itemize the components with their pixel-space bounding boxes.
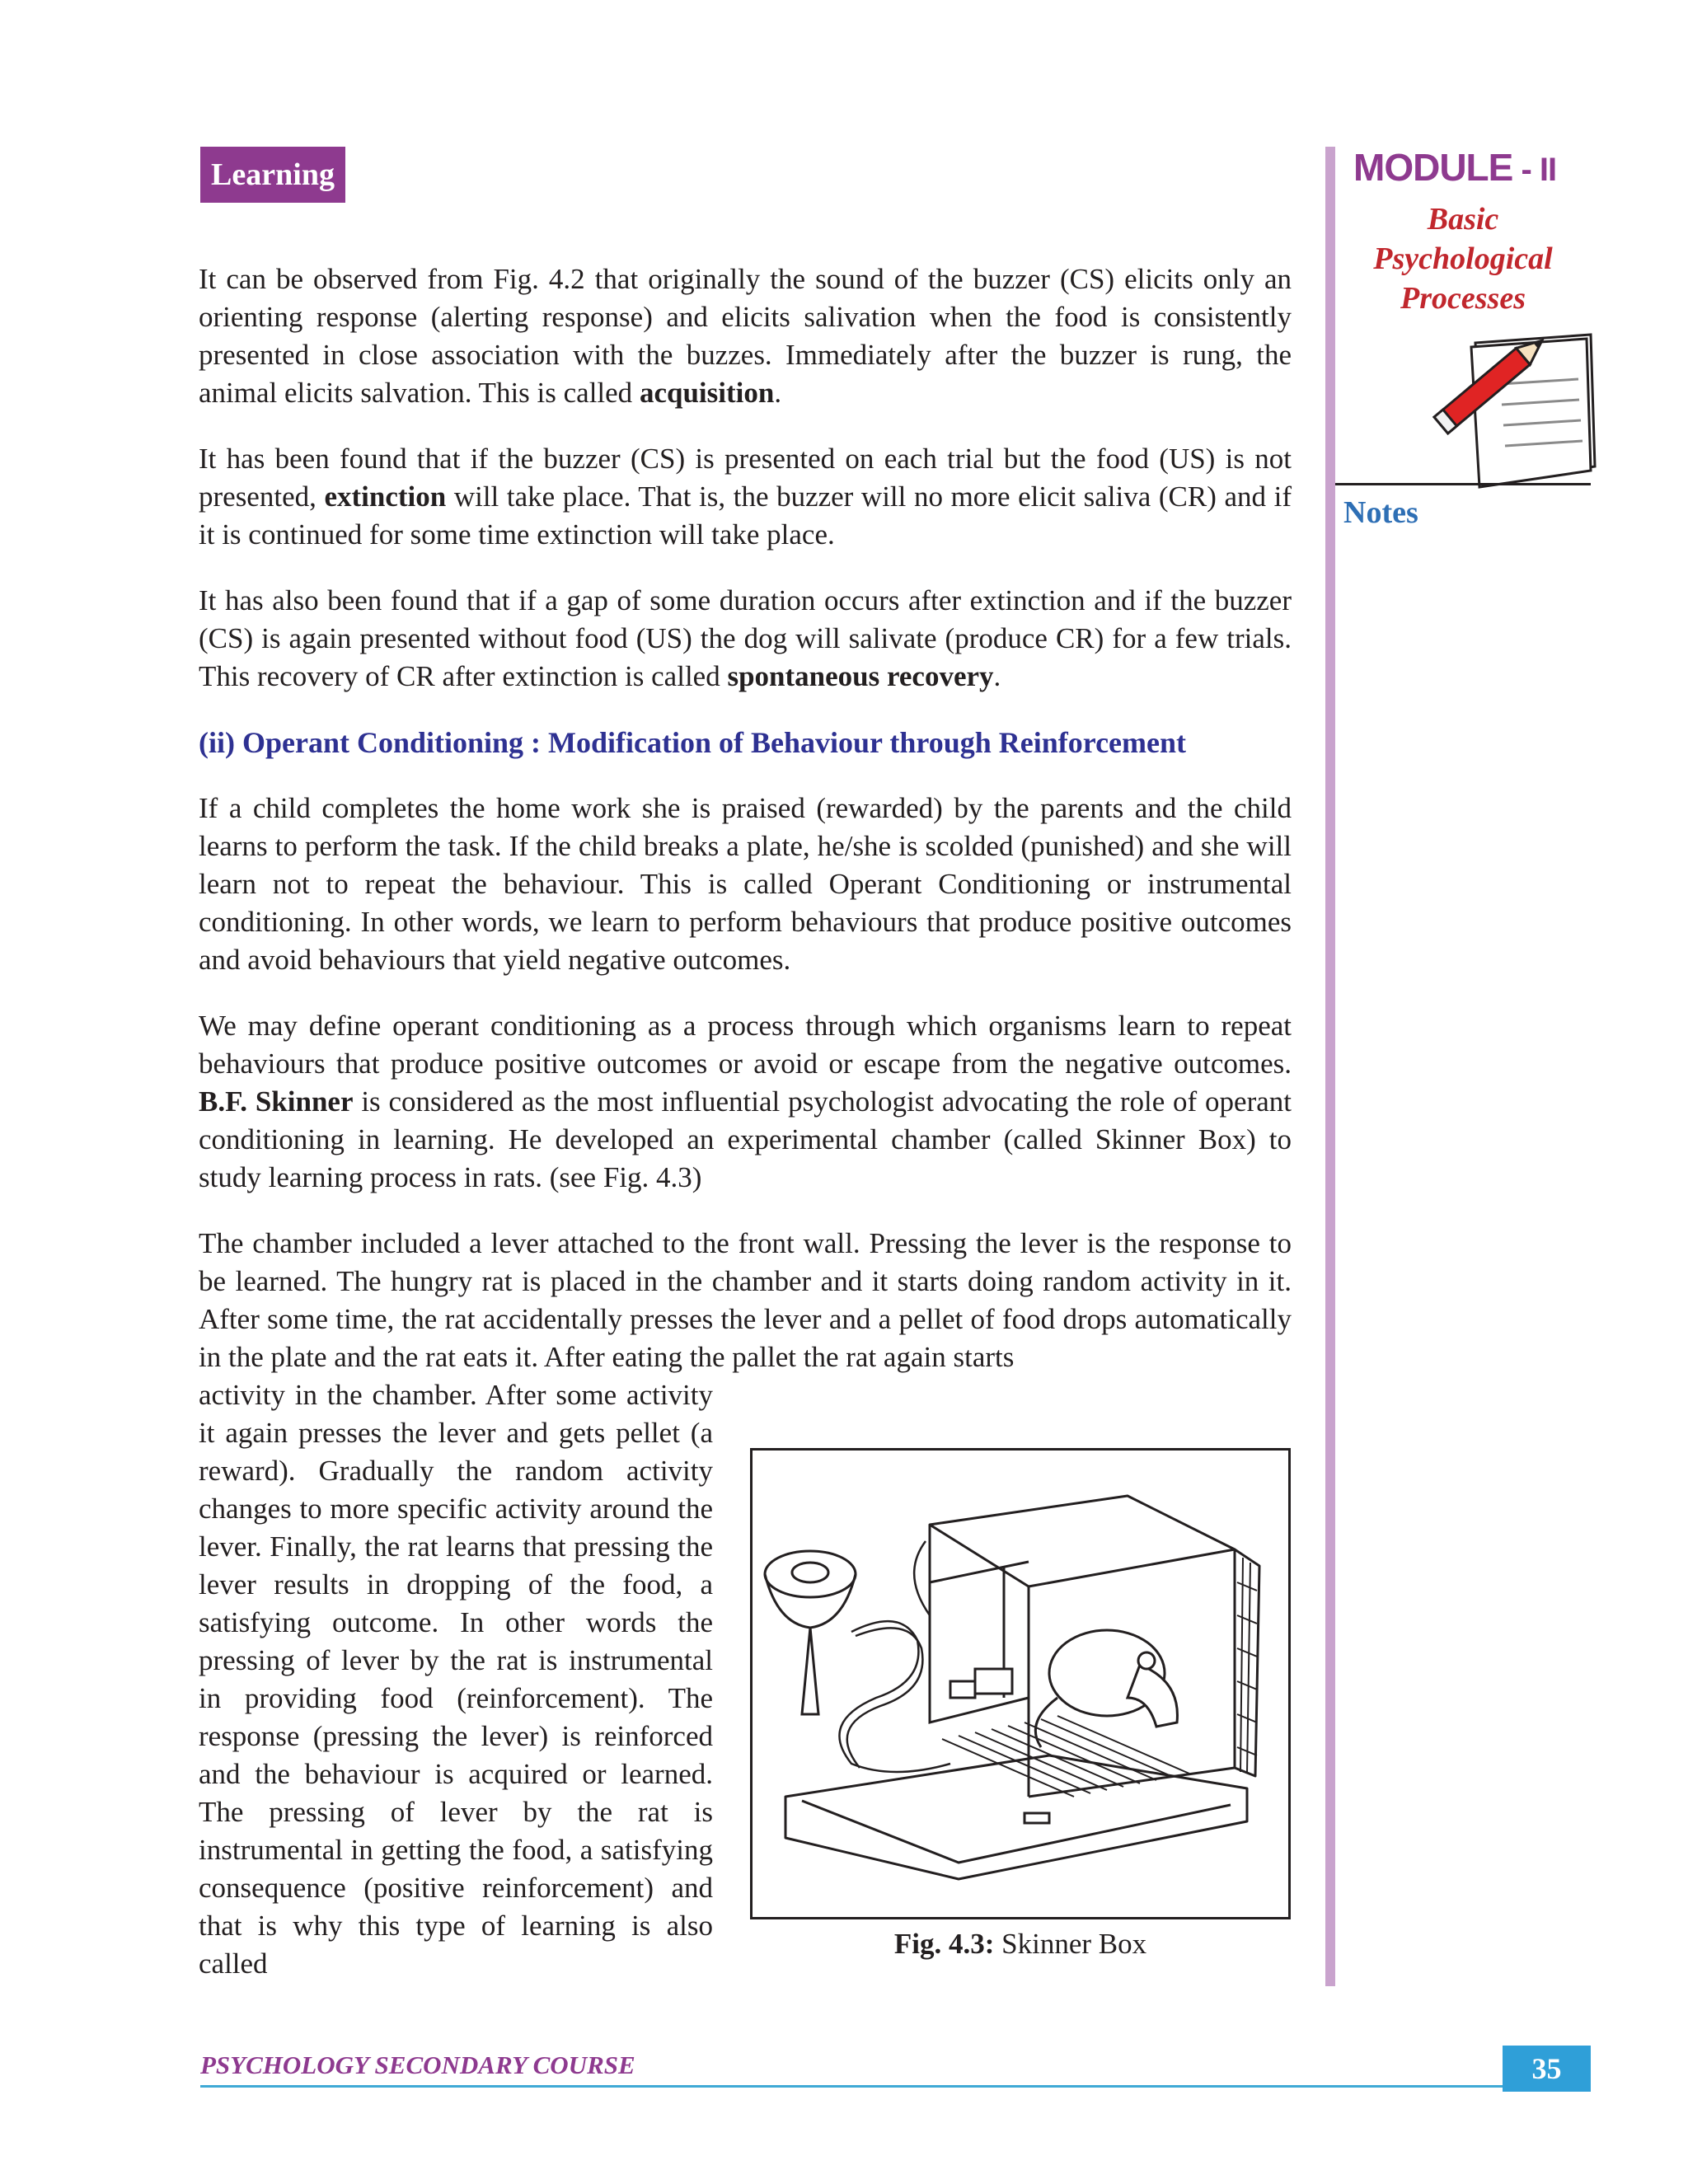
figure-skinner-box <box>750 1448 1291 1962</box>
module-title: MODULE - II <box>1353 146 1557 189</box>
notes-rule <box>1335 483 1591 485</box>
paragraph-spontaneous-recovery: It has also been found that if a gap of some duration occurs after extinction and if the buzzer (CS) is again presented without food (US) the dog will salivate (produce CR) for a few trials. This recovery of CR after extinction is called spontaneous recovery. <box>199 584 1292 692</box>
main-content <box>199 260 1292 1980</box>
notes-label: Notes <box>1343 495 1418 530</box>
figure-wrap-section <box>199 1376 1292 1980</box>
figure-caption: Fig. 4.3: Skinner Box <box>893 1928 1147 1960</box>
footer-course-title: PSYCHOLOGY SECONDARY COURSE <box>200 2050 635 2079</box>
paragraph-chamber: The chamber included a lever attached to the front wall. Pressing the lever is the response to be learned. The hungry rat is placed in the chamber and it starts doing random activity in it. After some time, the rat accidentally presses the lever and a pellet of food drops automatically in the plate and the rat eats it. After eating the pallet the rat again starts <box>199 1227 1292 1373</box>
sidebar-divider <box>1325 147 1335 1986</box>
paragraph-operant-definition: We may define operant conditioning as a process through which organisms learn to repeat behaviours that produce positive outcomes or avoid or escape from the negative outcomes. B.F. Skinner is considered as the most influential psychologist advocating the role of operant conditioning in learning. He developed an experimental chamber (called Skinner Box) to study learning process in rats. (see Fig. 4.3) <box>199 1010 1292 1193</box>
paragraph-extinction: It has been found that if the buzzer (CS) is presented on each trial but the food (US) is not presented, extinction will take place. That is, the buzzer will no more elicit saliva (CR) and if it is continued for some time extinction will take place. <box>199 443 1292 551</box>
paragraph-acquisition: It can be observed from Fig. 4.2 that originally the sound of the buzzer (CS) elicits only an orienting response (alerting response) and elicits salivation when the food is consistently presented in close association with the buzzes. Immediately after the buzzer is rung, the animal elicits salvation. This is called acquisition. <box>199 263 1292 409</box>
notes-pencil-icon <box>1426 326 1599 508</box>
skinner-box-illustration <box>753 1451 1288 1917</box>
paragraph-chamber-continued: activity in the chamber. After some activity it again presses the lever and gets pellet (a reward). Gradually the random activity changes to more specific activity around the lever. Finally, the rat learns that pressing the lever results in dropping of the food, a satisfying outcome. In other words the pressing of lever by the rat is instrumental in providing food (reinforcement). The response (pressing the lever) is reinforced and the behaviour is acquired or learned. The pressing of lever by the rat is instrumental in getting the food, a satisfying consequence (positive reinforcement) and that is why this type of learning is also called <box>199 1379 713 1980</box>
paragraph-operant-intro: If a child completes the home work she is praised (rewarded) by the parents and the child learns to perform the task. If the child breaks a plate, he/she is scolded (punished) and she will learn not to repeat the behaviour. This is called Operant Conditioning or instrumental conditioning. In other words, we learn to perform behaviours that produce positive outcomes and avoid behaviours that yield negative outcomes. <box>199 792 1292 976</box>
footer-rule <box>200 2085 1503 2088</box>
page-number: 35 <box>1503 2046 1591 2092</box>
figure-frame <box>750 1448 1291 1919</box>
section-tag: Learning <box>200 147 345 203</box>
section-heading: (ii) Operant Conditioning : Modification of Behaviour through Reinforcement <box>199 726 1187 759</box>
module-subtitle: Basic Psychological Processes <box>1373 202 1553 316</box>
